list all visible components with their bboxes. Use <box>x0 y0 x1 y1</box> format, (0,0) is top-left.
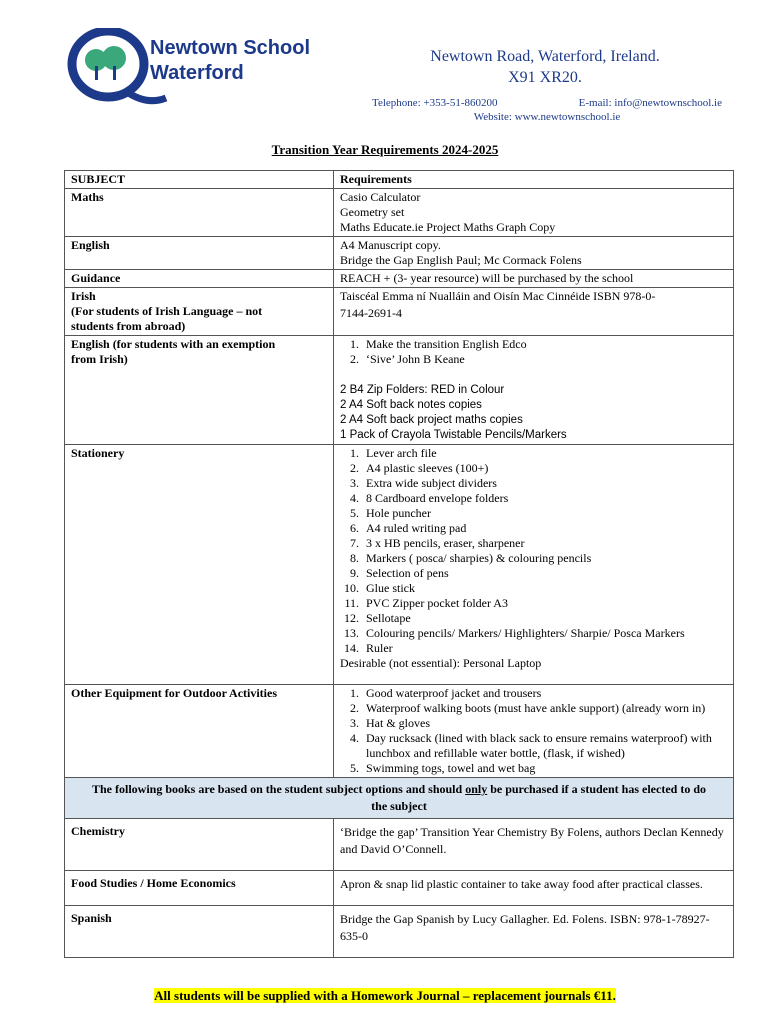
subject-guidance: Guidance <box>65 270 334 288</box>
subject-outdoor: Other Equipment for Outdoor Activities <box>65 685 334 778</box>
list-item: 5. Swimming togs, towel and wet bag <box>362 761 727 776</box>
list-item: 7. 3 x HB pencils, eraser, sharpener <box>362 536 727 551</box>
col-requirements: Requirements <box>334 171 734 189</box>
requirements-spanish: Bridge the Gap Spanish by Lucy Gallagher. Ed. Folens. ISBN: 978-1-78927-635-0 <box>334 906 734 958</box>
table-header-row <box>65 171 734 189</box>
requirements-food: Apron & snap lid plastic container to take away food after practical classes. <box>334 871 734 906</box>
table-row <box>65 237 734 270</box>
requirements-maths: Casio Calculator Geometry set Maths Educate.ie Project Maths Graph Copy <box>334 189 734 237</box>
requirements-guidance: REACH + (3- year resource) will be purchased by the school <box>334 270 734 288</box>
list-item: 11. PVC Zipper pocket folder A3 <box>362 596 727 611</box>
requirements-english-exempt <box>334 336 734 445</box>
telephone: Telephone: +353-51-860200 <box>372 97 498 109</box>
col-subject: SUBJECT <box>65 171 334 189</box>
email: E-mail: info@newtownschool.ie <box>578 97 722 109</box>
table-row <box>65 336 734 445</box>
school-name: Newtown School Waterford <box>150 37 310 84</box>
requirements-table <box>64 170 734 958</box>
requirements-stationery <box>334 445 734 685</box>
list-item: 4. Day rucksack (lined with black sack to ensure remains waterproof) with lunchbox and refillable water bottle, (flask, if wished) <box>362 731 727 761</box>
list-item: 2. Waterproof walking boots (must have ankle support) (already worn in) <box>362 701 727 716</box>
table-row <box>65 270 734 288</box>
desirable-note: Desirable (not essential): Personal Laptop <box>340 656 542 670</box>
subject-spanish: Spanish <box>65 906 334 958</box>
website: Website: www.newtownschool.ie <box>473 111 621 123</box>
subject-stationery: Stationery <box>65 445 334 685</box>
table-row <box>65 685 734 778</box>
table-row <box>65 288 734 336</box>
list-item: 2 A4 Soft back project maths copies <box>340 414 523 426</box>
list-item: 10. Glue stick <box>362 581 727 596</box>
requirements-irish: Taiscéal Emma ní Nualláin and Oisín Mac Cinnéide ISBN 978-0- 7144-2691-4 <box>334 288 734 336</box>
page-title: Transition Year Requirements 2024-2025 <box>271 142 499 157</box>
requirements-outdoor <box>334 685 734 778</box>
books-note: The following books are based on the student subject options and should only be purchased if a student has elected to do the subject <box>65 778 734 819</box>
subject-maths: Maths <box>65 189 334 237</box>
table-row <box>65 189 734 237</box>
table-row <box>65 819 734 871</box>
subject-food: Food Studies / Home Economics <box>65 871 334 906</box>
list-item: 5. Hole puncher <box>362 506 727 521</box>
subject-irish: Irish (For students of Irish Language – not students from abroad) <box>65 288 334 336</box>
list-item: 12. Sellotape <box>362 611 727 626</box>
list-item: 2. ‘Sive’ John B Keane <box>362 352 727 367</box>
list-item: 2 B4 Zip Folders: RED in Colour <box>340 384 505 396</box>
list-item: 2 A4 Soft back notes copies <box>340 399 482 411</box>
list-item: 6. A4 ruled writing pad <box>362 521 727 536</box>
subject-english: English <box>65 237 334 270</box>
list-item: 1. Lever arch file <box>362 446 727 461</box>
requirements-english: A4 Manuscript copy. Bridge the Gap English Paul; Mc Cormack Folens <box>334 237 734 270</box>
list-item: 1 Pack of Crayola Twistable Pencils/Markers <box>340 429 567 441</box>
note-row <box>65 778 734 819</box>
list-item: 1. Make the transition English Edco <box>362 337 727 352</box>
table-row <box>65 871 734 906</box>
list-item: 2. A4 plastic sleeves (100+) <box>362 461 727 476</box>
list-item: 8. Markers ( posca/ sharpies) & colouring pencils <box>362 551 727 566</box>
subject-chemistry: Chemistry <box>65 819 334 871</box>
list-item: 3. Hat & gloves <box>362 716 727 731</box>
requirements-chemistry: ‘Bridge the gap’ Transition Year Chemistry By Folens, authors Declan Kennedy and David O’Connell. <box>334 819 734 871</box>
list-item: 13. Colouring pencils/ Markers/ Highlighters/ Sharpie/ Posca Markers <box>362 626 727 641</box>
table-row <box>65 445 734 685</box>
footer-note: All students will be supplied with a Homework Journal – replacement journals €11. <box>154 988 616 1003</box>
list-item: 9. Selection of pens <box>362 566 727 581</box>
list-item: 14. Ruler <box>362 641 727 656</box>
contact-info <box>372 96 722 124</box>
subject-english-exempt: English (for students with an exemption from Irish) <box>65 336 334 445</box>
table-row <box>65 906 734 958</box>
list-item: 1. Good waterproof jacket and trousers <box>362 686 727 701</box>
list-item: 4. 8 Cardboard envelope folders <box>362 491 727 506</box>
list-item: 3. Extra wide subject dividers <box>362 476 727 491</box>
school-address: Newtown Road, Waterford, Ireland. X91 XR20. <box>430 48 660 86</box>
